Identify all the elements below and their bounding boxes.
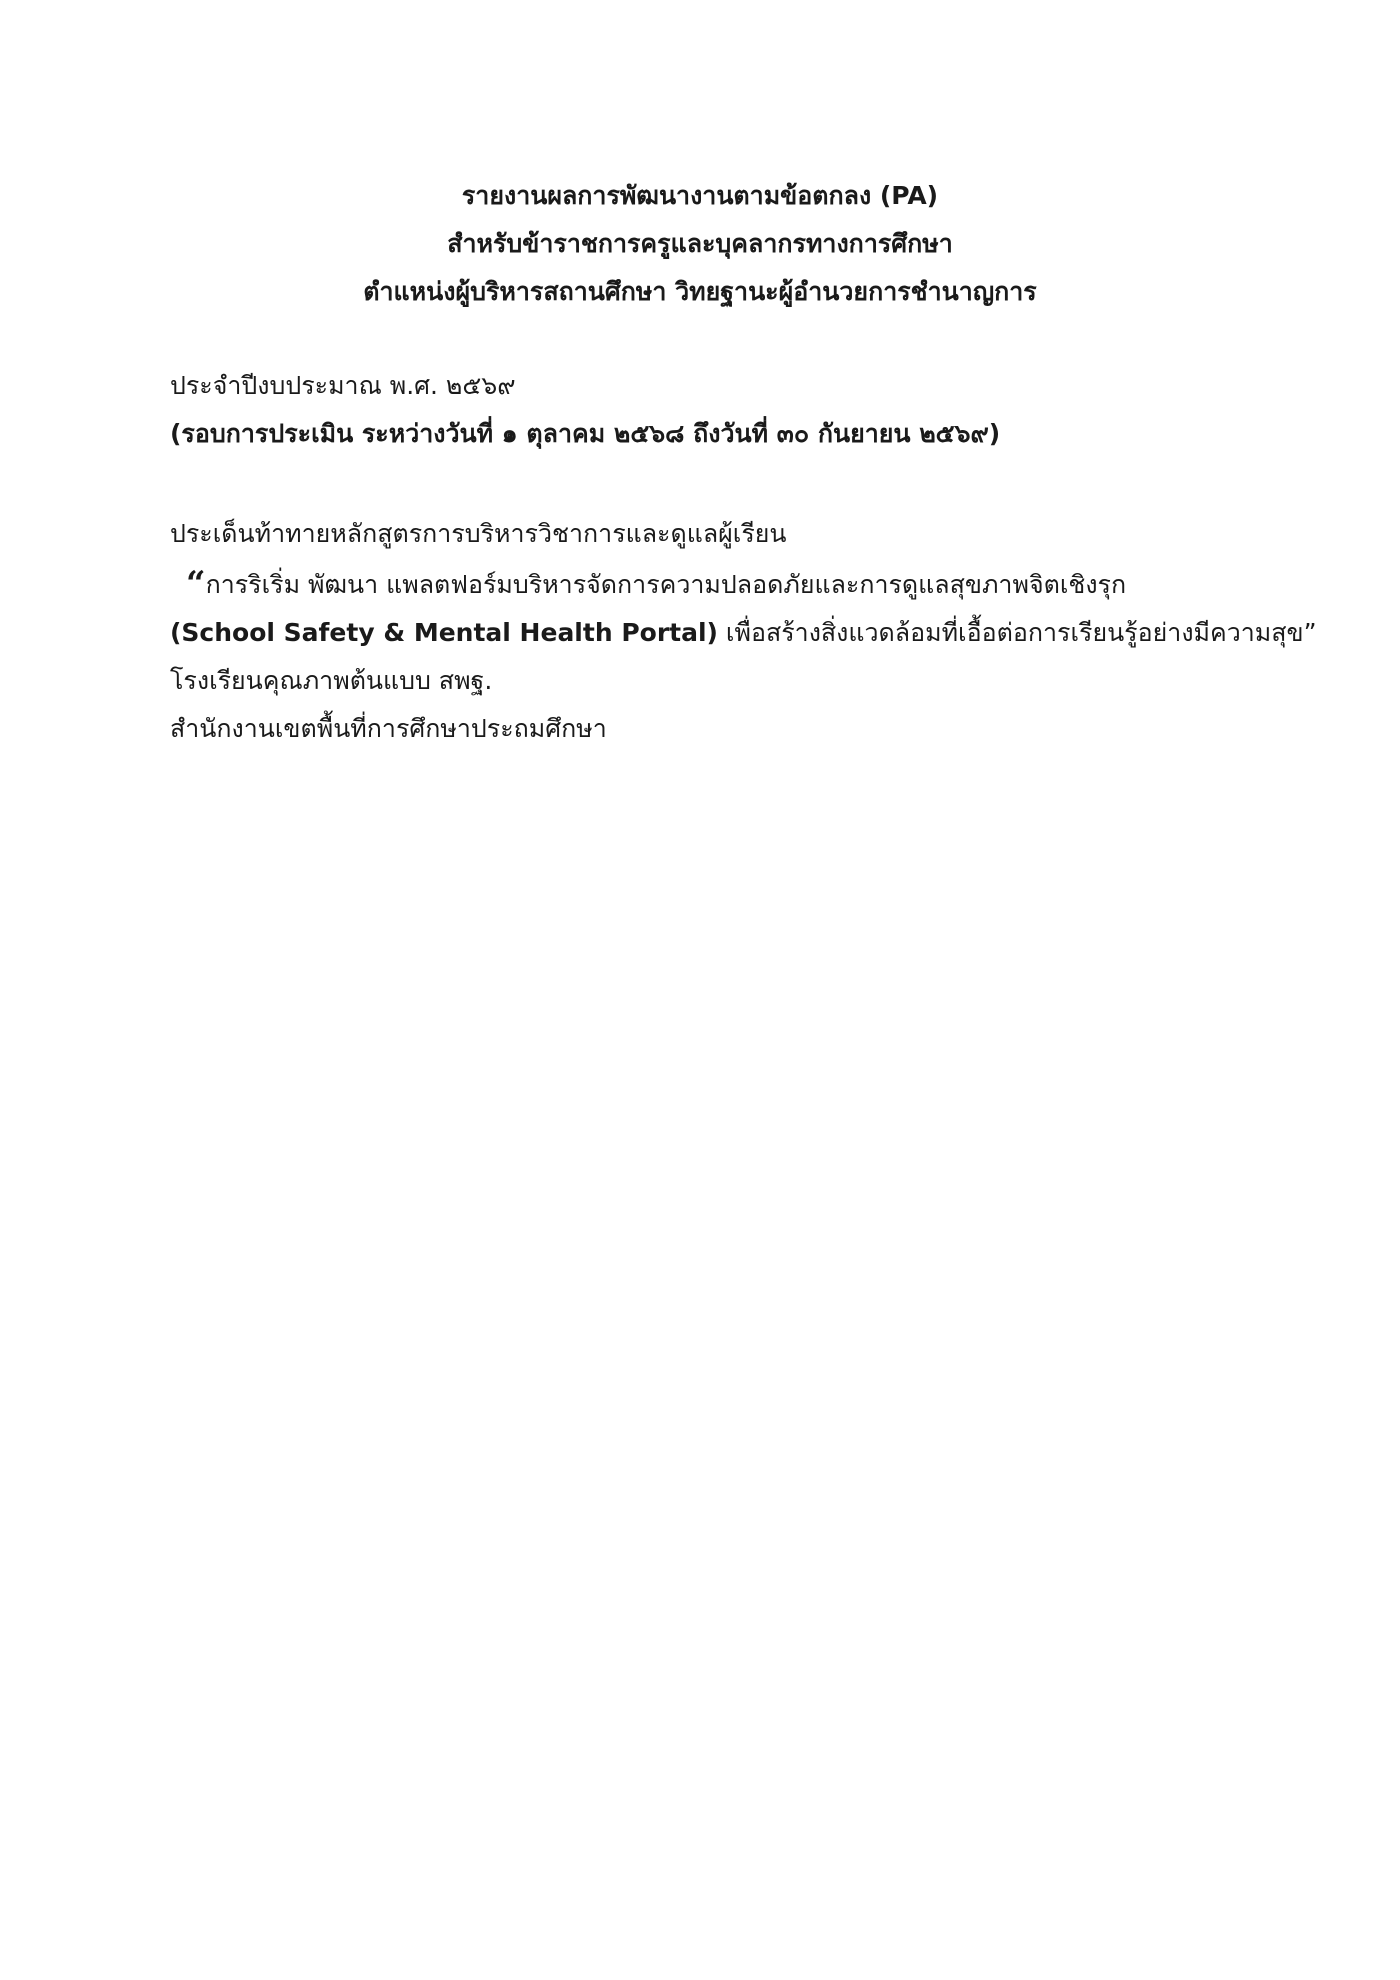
challenge-title-text: การริเริ่ม พัฒนา แพลตฟอร์มบริหารจัดการความปลอดภัยและการดูแลสุขภาพจิตเชิงรุก: [205, 570, 1127, 599]
school-name: โรงเรียนคุณภาพต้นแบบ สพฐ.: [170, 666, 493, 695]
challenge-title-english: (School Safety & Mental Health Portal): [170, 618, 718, 647]
period-section: [170, 362, 1290, 458]
education-office: สำนักงานเขตพื้นที่การศึกษาประถมศึกษา: [170, 714, 607, 743]
position-title: ตำแหน่งผู้บริหารสถานศึกษา วิทยฐานะผู้อำนวยการชำนาญการ: [363, 277, 1037, 306]
open-quote-mark: “: [186, 564, 206, 604]
report-title: รายงานผลการพัฒนางานตามข้อตกลง (PA): [461, 181, 939, 210]
challenge-title-rest: เพื่อสร้างสิ่งแวดล้อมที่เอื้อต่อการเรียนรู้อย่างมีความสุข”: [717, 618, 1317, 647]
challenge-title-line-1: [170, 558, 1290, 609]
challenge-heading: ประเด็นท้าทายหลักสูตรการบริหารวิชาการและดูแลผู้เรียน: [170, 519, 787, 548]
fiscal-year: ประจำปีงบประมาณ พ.ศ. ๒๕๖๙: [170, 371, 516, 400]
challenge-title-line-2: [170, 609, 1317, 657]
report-subtitle: สำหรับข้าราชการครูและบุคลากรทางการศึกษา: [447, 229, 953, 258]
challenge-section: [170, 510, 1317, 753]
document-header: [0, 172, 1400, 316]
assessment-period: (รอบการประเมิน ระหว่างวันที่ ๑ ตุลาคม ๒๕๖๘ ถึงวันที่ ๓๐ กันยายน ๒๕๖๙): [170, 419, 1001, 448]
